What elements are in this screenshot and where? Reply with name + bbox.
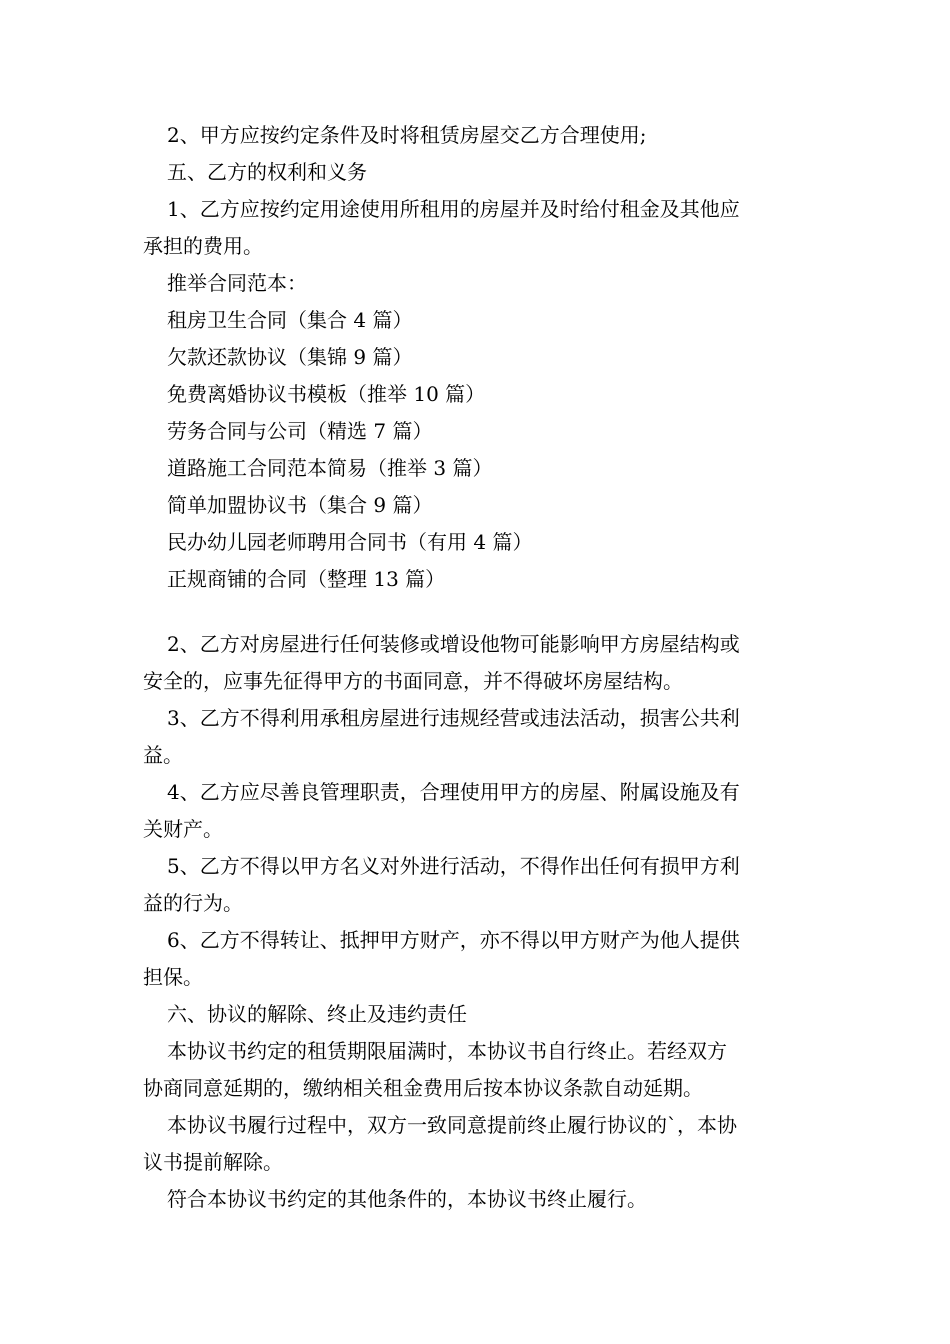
paragraph-gap — [143, 598, 813, 626]
termination-paragraph-3: 符合本协议书约定的其他条件的，本协议书终止履行。 — [167, 1187, 647, 1211]
recommended-template-link[interactable]: 简单加盟协议书（集合 9 篇） — [167, 493, 433, 517]
recommended-template-link[interactable]: 欠款还款协议（集锦 9 篇） — [167, 345, 413, 369]
section-heading-5: 五、乙方的权利和义务 — [167, 160, 367, 184]
clause-party-b-1-cont: 承担的费用。 — [143, 234, 263, 258]
document-body — [143, 117, 813, 1218]
clause-party-a-2: 2、甲方应按约定条件及时将租赁房屋交乙方合理使用; — [167, 123, 647, 147]
clause-party-b-3: 3、乙方不得利用承租房屋进行违规经营或违法活动，损害公共利 — [167, 706, 740, 730]
recommended-template-link[interactable]: 免费离婚协议书模板（推举 10 篇） — [167, 382, 486, 406]
section-heading-6: 六、协议的解除、终止及违约责任 — [167, 1002, 467, 1026]
clause-party-b-5: 5、乙方不得以甲方名义对外进行活动，不得作出任何有损甲方利 — [167, 854, 740, 878]
clause-party-b-4: 4、乙方应尽善良管理职责，合理使用甲方的房屋、附属设施及有 — [167, 780, 740, 804]
clause-party-b-2: 2、乙方对房屋进行任何装修或增设他物可能影响甲方房屋结构或 — [167, 632, 740, 656]
recommended-template-link[interactable]: 民办幼儿园老师聘用合同书（有用 4 篇） — [167, 530, 533, 554]
termination-paragraph-2-cont: 议书提前解除。 — [143, 1150, 283, 1174]
clause-party-b-4-cont: 关财产。 — [143, 817, 223, 841]
termination-paragraph-2: 本协议书履行过程中，双方一致同意提前终止履行协议的`，本协 — [167, 1113, 737, 1137]
clause-party-b-1: 1、乙方应按约定用途使用所租用的房屋并及时给付租金及其他应 — [167, 197, 740, 221]
recommended-template-link[interactable]: 正规商铺的合同（整理 13 篇） — [167, 567, 446, 591]
recommended-template-link[interactable]: 劳务合同与公司（精选 7 篇） — [167, 419, 433, 443]
recommended-templates-heading: 推举合同范本： — [167, 271, 307, 295]
clause-party-b-5-cont: 益的行为。 — [143, 891, 243, 915]
termination-paragraph-1: 本协议书约定的租赁期限届满时，本协议书自行终止。若经双方 — [167, 1039, 727, 1063]
clause-party-b-6-cont: 担保。 — [143, 965, 203, 989]
clause-party-b-6: 6、乙方不得转让、抵押甲方财产，亦不得以甲方财产为他人提供 — [167, 928, 740, 952]
clause-party-b-2-cont: 安全的，应事先征得甲方的书面同意，并不得破坏房屋结构。 — [143, 669, 683, 693]
termination-paragraph-1-cont: 协商同意延期的，缴纳相关租金费用后按本协议条款自动延期。 — [143, 1076, 703, 1100]
clause-party-b-3-cont: 益。 — [143, 743, 183, 767]
recommended-template-link[interactable]: 道路施工合同范本简易（推举 3 篇） — [167, 456, 493, 480]
recommended-template-link[interactable]: 租房卫生合同（集合 4 篇） — [167, 308, 413, 332]
